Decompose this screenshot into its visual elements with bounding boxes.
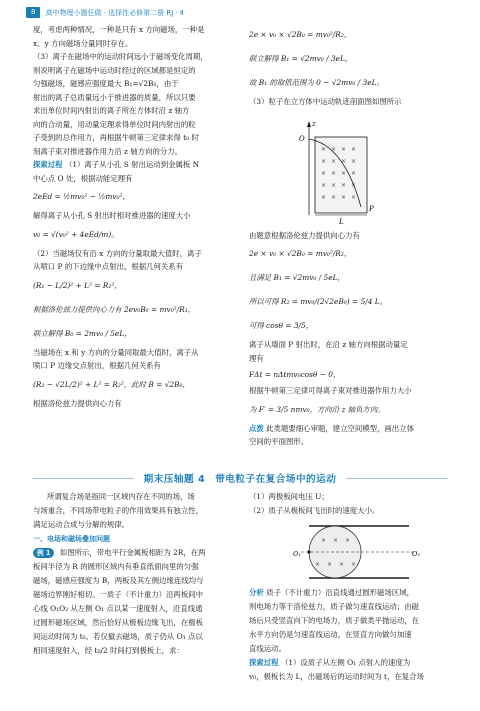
svg-text:×: × (331, 169, 337, 177)
svg-text:×: × (315, 561, 321, 568)
text-line: 水平方向仍是匀速直线运动，在竖直方向做匀加速 (249, 630, 412, 639)
right-column (249, 23, 455, 449)
axis-label-z: z (312, 119, 316, 128)
text-line: 相同速度射入，经 t₀/2 时间打到极板上，求： (33, 646, 184, 655)
svg-text:×: × (351, 561, 357, 568)
example-tag: 例 1 (33, 548, 54, 558)
text-line: （2）当磁场仅有沿 x 方向的分量取最大值时，离子 (33, 248, 202, 258)
point-label-o: O (299, 134, 305, 143)
equation: 为 F′ = 3/5 nmv₀，方向沿 z 轴负方向。 (249, 404, 385, 414)
equation: (R₁ − L/2)² + L² = R₁²， (33, 280, 122, 290)
text-line: 离子从墙面 P 射出时，在沿 z 轴方向根据动量定 (249, 340, 408, 349)
point-label-p: P (369, 204, 374, 213)
text-line: 直线运动。 (249, 644, 286, 653)
equation: v₀ = √(v₀² + 4eEd/m)。 (33, 229, 119, 239)
process-label: 探索过程 (249, 658, 279, 667)
text-line: 场后只受竖直向下的电场力，质子做类平抛运动，在 (249, 616, 419, 625)
svg-text:×: × (321, 537, 327, 544)
text-line: 此类题要细心审题，建立空间模型，画出立体 (266, 423, 414, 433)
equation: 联立解得 B₁ = √2mv₀ / 3eL， (249, 54, 353, 63)
equation: (R₂ − √2L/2)² + L² = R₂²，此时 B = √2B₀， (33, 379, 190, 389)
svg-text:×: × (331, 145, 337, 153)
question-line: （1）两极板间电压 U； (249, 492, 329, 501)
svg-text:×: × (321, 157, 327, 165)
section-banner (0, 468, 480, 488)
svg-text:×: × (327, 561, 333, 568)
text-line: （1）设质子从左侧 O₁ 点射入的速度为 (280, 658, 411, 667)
trajectory-diagram (249, 111, 455, 227)
equation: FΔt = nΔtmv₀cosθ − 0， (249, 370, 341, 379)
text-line: 子受到的总作用力，再根据牛顿第三定律求得 t₀ 时 (33, 133, 199, 142)
svg-text:×: × (331, 181, 337, 189)
banner-title: 期末压轴题 4 带电粒子在复合场中的运动 (134, 471, 347, 485)
text-line: 匀强磁场，磁感应强度最大 B₁=√2B₀，由于 (33, 79, 179, 88)
text-line: 根据牛顿第三定律可得离子束对推进器作用力大小 (249, 386, 412, 395)
text-line: 质子（不计重力）沿直线通过圆形磁场区域， (266, 588, 414, 597)
text-line: 射出的离子总质量远小于推进器的质量，所以只要 (33, 92, 196, 102)
text-line: v₀，极板长为 L，出磁场后的运动时间为 t，在复合场 (249, 672, 424, 681)
svg-text:×: × (351, 145, 357, 153)
header-title: 高中物理小题狂做 · 选择性必修第二册 RJ · Ⅱ (45, 8, 184, 17)
svg-text:×: × (339, 561, 345, 568)
tip-label: 点拨 (249, 423, 264, 433)
plates-figure (249, 520, 455, 584)
text-line: 当磁场在 x 和 y 方向的分量同取最大值时，离子从 (33, 347, 199, 357)
text-line: 喷口 P 边缘交点射出，根据几何关系有 (33, 361, 161, 370)
text-line: 间运动时间为 t₀。若仅撤去磁场，质子仍从 O₁ 点以 (33, 632, 203, 641)
left-column (33, 23, 231, 410)
analysis-label: 分析 (249, 588, 264, 597)
svg-text:×: × (331, 157, 337, 165)
point-o1 (307, 550, 310, 553)
svg-text:×: × (341, 157, 347, 165)
text-line: 磁场边界刚好相切。一质子（不计重力）沿两板间中 (33, 590, 203, 599)
equation: 根据洛伦兹力提供向心力有 2ev₀B₀ = mv₀²/R₁， (33, 304, 196, 314)
text-line: 满足运动合成与分解的规律。 (33, 520, 130, 529)
svg-text:×: × (351, 169, 357, 177)
text-line: 理有 (249, 353, 264, 363)
page-number: 8 (26, 7, 40, 18)
equation: 故 B₁ 的取值范围为 0 ~ √2mv₀ / 3eL。 (249, 78, 384, 87)
text-line: 心线 O₁O₂ 从左侧 O₁ 点以某一速度射入，沿直线通 (33, 604, 203, 613)
text-line: 与场重合，不同场带电粒子的作用效果具有独立性， (33, 506, 203, 515)
equation: 2eEd = ½mv₀² − ½mv₀²， (33, 192, 130, 201)
length-label: L (339, 217, 344, 226)
text-line: （1）离子从小孔 S 射出运动到金属板 N (64, 160, 200, 169)
equation: 且满足 B₁ = √2mv₀ / 5eL， (249, 273, 345, 282)
text-line: x、y 方向磁场分量同时存在。 (33, 38, 133, 48)
text-line: 度，考虑两种情况，一种是只有 x 方向磁场，一种是 (33, 25, 205, 34)
svg-text:×: × (321, 169, 327, 177)
svg-text:×: × (341, 169, 347, 177)
svg-text:×: × (341, 193, 347, 201)
equation: 所以可得 R₂ = mv₀/(2√2eB₀) = 5/4 L。 (249, 297, 388, 306)
svg-text:×: × (351, 157, 357, 165)
trajectory-figure (249, 111, 455, 227)
text-line: 由题意根据洛伦兹力提供向心力有 (249, 230, 360, 240)
svg-text:×: × (321, 181, 327, 189)
text-line: 求出单位时间内射出的离子所在方体时沿 z 轴方 (33, 106, 190, 115)
equation: 联立解得 B₀ = 2mv₀ / 5eL， (33, 328, 132, 338)
svg-text:×: × (341, 145, 347, 153)
label-o2: O₂ (412, 550, 420, 558)
text-line: 空间的平面图形。 (249, 437, 309, 446)
process-label: 探索过程 (33, 160, 63, 169)
text-line: 则电场力等于洛伦兹力，质子做匀速直线运动；由磁 (249, 602, 419, 611)
label-o1: O₁ (293, 550, 301, 558)
equation: 可得 cosθ = 3/5， (249, 321, 314, 330)
text-line: 中心点 O 处，根据动能定理有 (33, 173, 133, 183)
text-line: 刻离子束对推进器作用力沿 z 轴方向的分力。 (33, 146, 183, 156)
svg-text:×: × (341, 181, 347, 189)
equation: 2e × v₀ × √2B₀ = mv₀²/R₂， (249, 30, 352, 39)
text-line: 根据洛伦兹力提供向心力有 (33, 398, 122, 408)
text-line: 向的合动量，用动量定理求得单位时间内射出的粒 (33, 119, 196, 129)
text-line: 过圆形磁场区域，然后恰好从极板边缘飞出，在极板 (33, 618, 203, 627)
svg-text:×: × (333, 537, 339, 544)
bottom-right-column (249, 490, 455, 684)
text-line: （3）离子在磁场中的运动时间远小于磁场变化周期， (33, 52, 208, 61)
axis-arrow (307, 121, 311, 127)
text-line: 解得离子从小孔 S 射出时相对推进器的速度大小 (33, 211, 191, 220)
svg-text:×: × (331, 193, 337, 201)
svg-text:×: × (351, 193, 357, 201)
text-line: 板间半径为 R 的圆形区域内有垂直纸面向里的匀强 (33, 562, 199, 571)
section-heading: 一、电场和磁场叠加问题 (33, 535, 110, 543)
text-line: 磁场，磁感应强度为 B，两板及其左侧边缘连线均与 (33, 576, 204, 585)
text-line: 所谓复合场是指同一区域内存在不同的场，场 (47, 492, 195, 501)
question-line: （2）质子从极板间飞出时的速度大小。 (249, 506, 380, 515)
plates-diagram (249, 520, 455, 584)
running-header (26, 6, 183, 19)
svg-text:×: × (321, 193, 327, 201)
text-line: （3）粒子在立方体中运动轨迹剖面图如图所示 (249, 97, 402, 106)
bottom-left-column (33, 490, 237, 658)
svg-text:×: × (351, 181, 357, 189)
text-line: 则说明离子在磁场中运动时经过的区域都是恒定的 (33, 65, 196, 75)
equation: 2e × v₀ × √2B₀ = mv₀²/R₂， (249, 249, 352, 258)
text-line: 从喷口 P 的下边缘中点射出，根据几何关系有 (33, 262, 184, 271)
svg-text:×: × (345, 537, 351, 544)
svg-text:×: × (321, 145, 327, 153)
text-line: 如图所示，带电平行金属板相距为 2R，在两 (59, 548, 206, 557)
